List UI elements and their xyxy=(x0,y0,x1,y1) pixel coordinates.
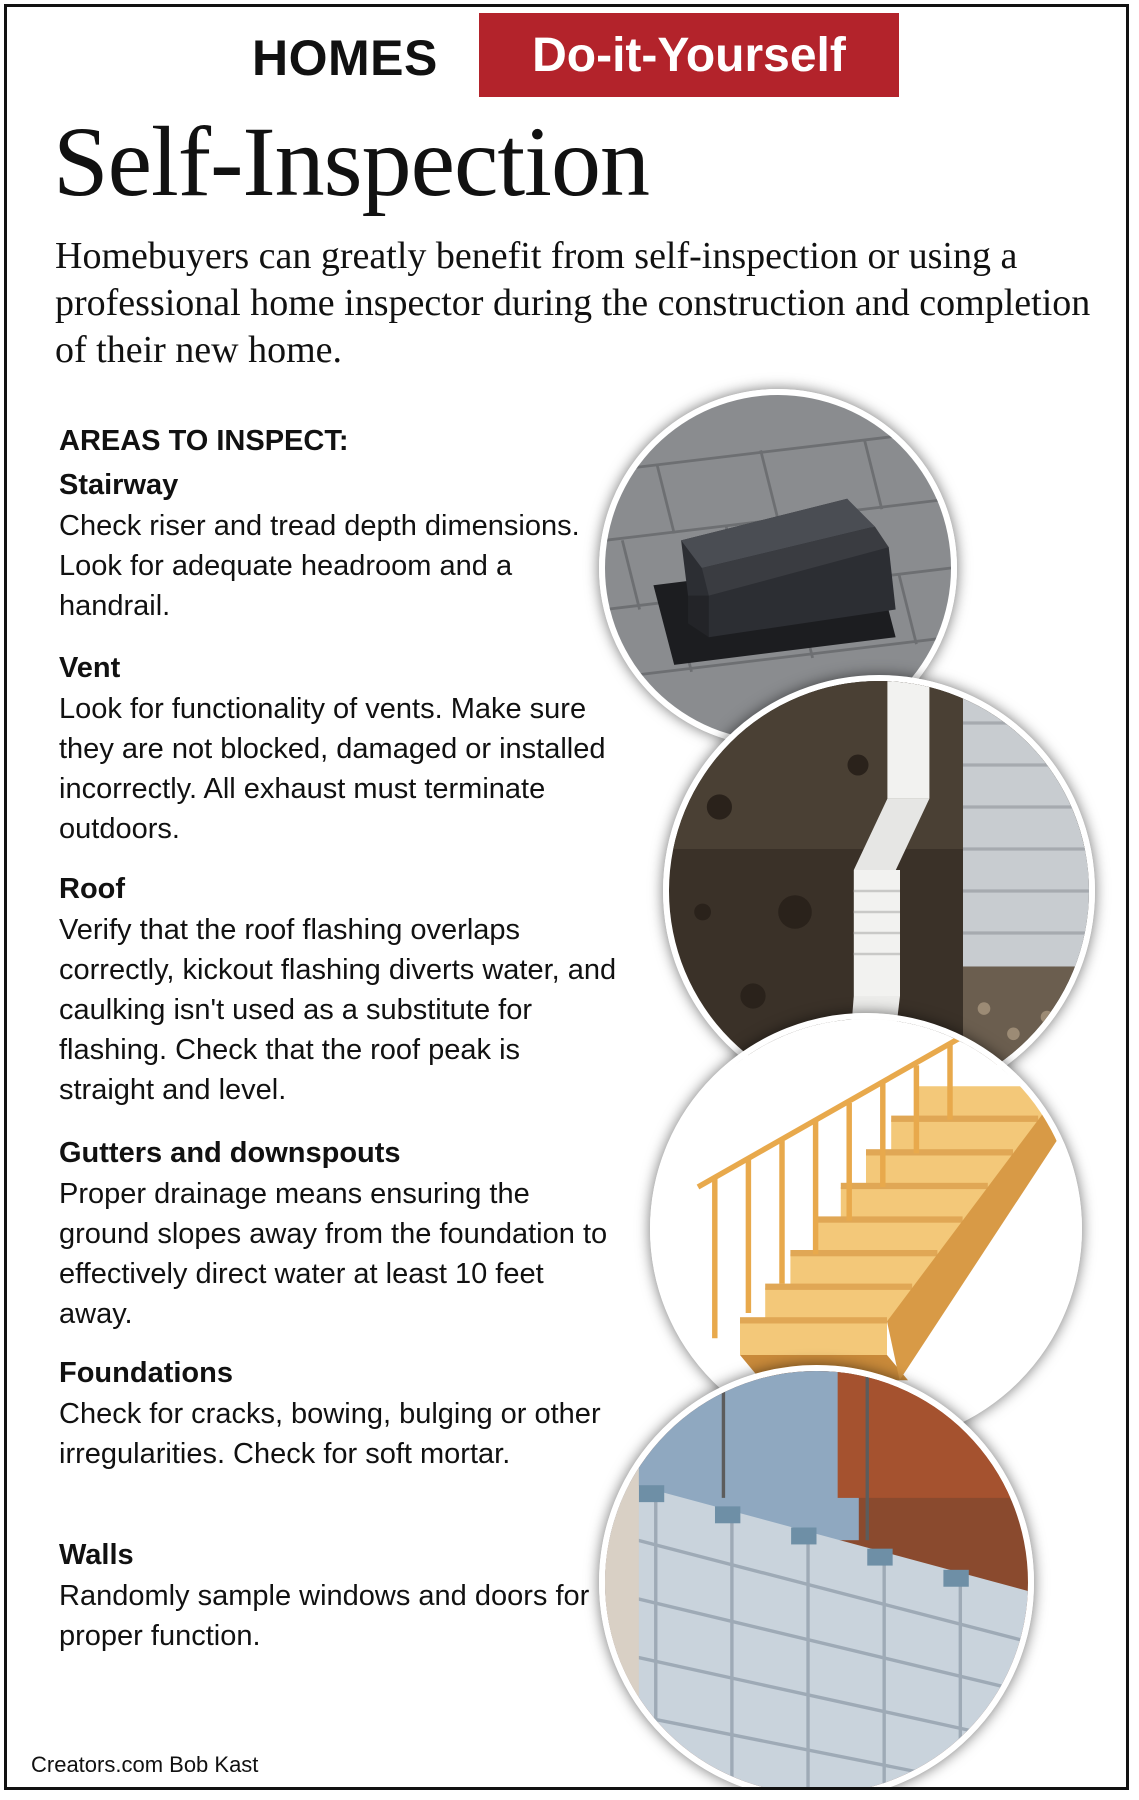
item-body: Randomly sample windows and doors for proper function. xyxy=(59,1580,590,1652)
item-title: Walls xyxy=(59,1539,134,1571)
block-wall-photo xyxy=(599,1365,1034,1790)
page-title: Self-Inspection xyxy=(53,106,649,217)
item-body: Check for cracks, bowing, bulging or other irregularities. Check for soft mortar. xyxy=(59,1398,601,1470)
item-body: Proper drainage means ensuring the ground slopes away from the foundation to effectively direct water at least 10 feet away. xyxy=(59,1178,608,1330)
photo-credit: Creators.com Bob Kast xyxy=(31,1752,259,1777)
inspect-item-foundations xyxy=(59,1354,619,1474)
inspect-item-roof xyxy=(59,870,619,1110)
inspect-item-walls xyxy=(59,1536,619,1656)
section-label: HOMES xyxy=(252,30,438,86)
item-title: Stairway xyxy=(59,469,179,501)
infographic-frame xyxy=(4,4,1129,1790)
item-body: Check riser and tread depth dimensions. Look for adequate headroom and a handrail. xyxy=(59,510,580,622)
inspect-item-gutters xyxy=(59,1134,619,1334)
item-body: Look for functionality of vents. Make sure they are not blocked, damaged or installed incorrectly. All exhaust must terminate outdoors. xyxy=(59,693,606,845)
item-title: Roof xyxy=(59,873,126,905)
item-title: Vent xyxy=(59,652,121,684)
item-body: Verify that the roof flashing overlaps correctly, kickout flashing diverts water, and caulking isn't used as a substitute for flashing. Check that the roof peak is straight and level. xyxy=(59,914,617,1106)
section-badge: Do-it-Yourself xyxy=(479,13,899,97)
item-title: Foundations xyxy=(59,1357,233,1389)
intro-paragraph: Homebuyers can greatly benefit from self-inspection or using a professional home inspector during the construction and completion of their new home. xyxy=(55,235,1091,371)
areas-heading: AREAS TO INSPECT: xyxy=(59,425,349,457)
item-title: Gutters and downspouts xyxy=(59,1137,401,1169)
inspect-item-stairway xyxy=(59,466,619,626)
inspect-item-vent xyxy=(59,649,619,849)
